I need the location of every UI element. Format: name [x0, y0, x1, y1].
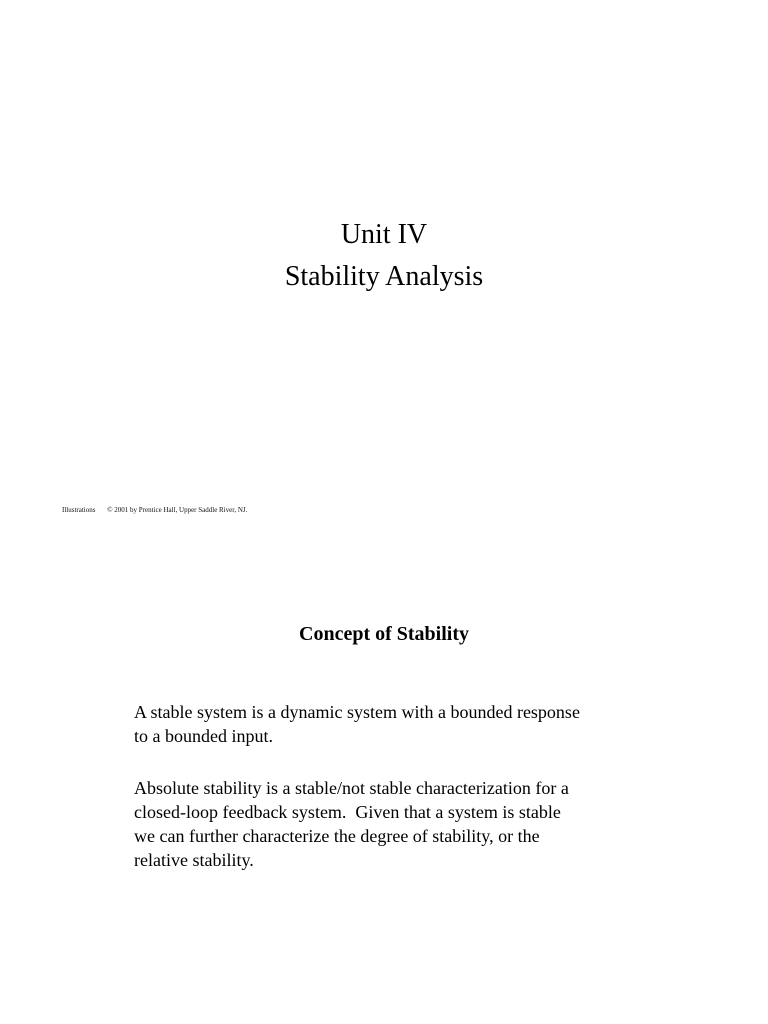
section-heading: Concept of Stability [299, 623, 469, 645]
paragraph-line: relative stability. [134, 850, 254, 870]
paragraph-absolute-stability [134, 776, 654, 872]
page-concept-of-stability [0, 580, 768, 1024]
paragraph-line: we can further characterize the degree of stability, or the [134, 826, 540, 846]
paragraph-stable-system [134, 700, 654, 748]
copyright-footer [62, 505, 247, 515]
unit-number: Unit IV [340, 219, 428, 250]
paragraph-line: A stable system is a dynamic system with a bounded response [134, 702, 580, 722]
unit-topic: Stability Analysis [284, 261, 484, 292]
paragraph-line: closed-loop feedback system. Given that a system is stable [134, 802, 561, 822]
paragraph-line: to a bounded input. [134, 726, 273, 746]
paragraph-line: Absolute stability is a stable/not stable characterization for a [134, 778, 569, 798]
footer-label: Illustrations [62, 506, 96, 514]
unit-title [0, 214, 768, 298]
footer-copyright: © 2001 by Prentice Hall, Upper Saddle River, NJ. [107, 506, 248, 514]
